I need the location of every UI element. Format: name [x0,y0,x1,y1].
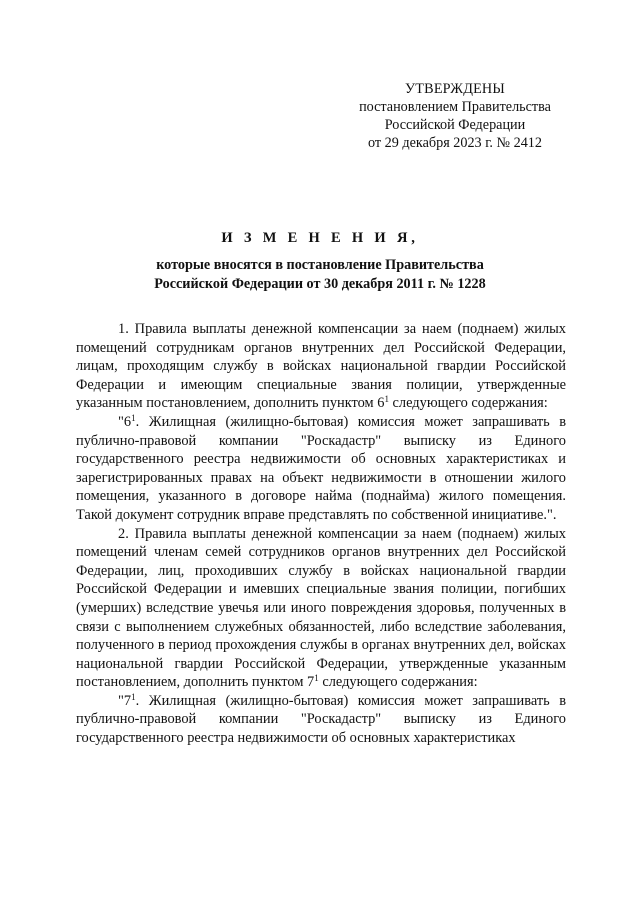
approval-line-2: Российской Федерации [384,117,526,133]
paragraph-text: 1. Правила выплаты денежной компенсации за наем (поднаем) жилых помещений сотрудникам органов внутренних дел Российской Федерации, лицам, проходящим службу в войсках национальной гвардии Российской Федерации и имеющим специальные звания полиции, утвержденные указанным постановлением, дополнить пунктом 6 [76,321,566,412]
document-title [70,228,570,293]
paragraph-text: следующего содержания: [388,395,548,412]
approval-line-1: постановлением Правительства [359,99,551,115]
paragraph-item-2 [76,525,566,692]
paragraph-text: . Жилищная (жилищно-бытовая) комиссия может запрашивать в публично-правовой компании "Роскадастр" выписку из Единого государственного реестра недвижимости об основных характеристиках [76,692,566,747]
superscript: 1 [131,691,136,702]
paragraph-quote-6-1 [76,413,566,525]
paragraph-text: "6 [118,413,132,430]
title-subtitle [70,256,570,293]
approval-line-3: от 29 декабря 2023 г. № 2412 [368,135,542,151]
title-subtitle-line-2: Российской Федерации от 30 декабря 2011 г. № 1228 [154,275,486,292]
superscript: 1 [314,673,319,684]
title-subtitle-line-1: которые вносятся в постановление Правительства [156,257,484,273]
title-main: И З М Е Н Е Н И Я, [221,230,419,246]
document-body [76,320,566,748]
paragraph-item-1 [76,320,566,413]
approval-heading: УТВЕРЖДЕНЫ [405,81,505,97]
paragraph-text: следующего содержания: [318,674,478,691]
paragraph-quote-7-1 [76,692,566,748]
superscript: 1 [131,412,136,423]
approval-stamp [340,80,570,152]
paragraph-text: "7 [118,692,132,709]
paragraph-text: . Жилищная (жилищно-бытовая) комиссия может запрашивать в публично-правовой компании "Роскадастр" выписку из Единого государственного реестра недвижимости об основных характеристиках и зарегистрированных правах на объект недвижимости в отношении жилого помещения, указанного в договоре найма (поднайма) жилого помещения. Такой документ сотрудник вправе представлять по собственной инициативе.". [76,413,566,523]
superscript: 1 [384,394,389,405]
paragraph-text: 2. Правила выплаты денежной компенсации за наем (поднаем) жилых помещений членам семей сотрудников органов внутренних дел Российской Федерации, лиц, проходивших службу в войсках национальной гвардии Российской Федерации и имевших специальные звания полиции, погибших (умерших) вследствие увечья или иного повреждения здоровья, полученных в связи с выполнением служебных обязанностей, либо вследствие заболевания, полученного в период прохождения службы в органах внутренних дел, войсках национальной гвардии Российской Федерации, утвержденные указанным постановлением, дополнить пунктом 7 [76,525,566,691]
